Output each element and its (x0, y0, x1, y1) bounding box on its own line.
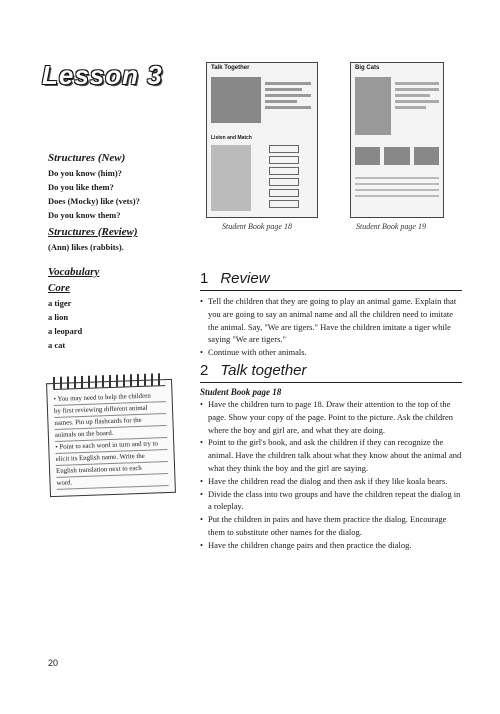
review-bullet: • Tell the children that they are going to play an animal game. Explain that you are going to say an animal name and all the children need to imitate the animal. Say, "We are tigers." Have the children imitate a tiger while saying "We are tigers." (200, 295, 462, 346)
caption-page-18: Student Book page 18 (222, 222, 292, 231)
talk-bullet: • Put the children in pairs and have them practice the dialog. Encourage them to substitute other names for the dialog. (200, 513, 462, 539)
note-line: names. Pin up flashcards for the (54, 414, 166, 430)
vocabulary-item: a lion (48, 312, 69, 322)
talk-bullet: • Divide the class into two groups and have the children repeat the dialog in a roleplay. (200, 488, 462, 514)
talk-bullet: • Have the children turn to page 18. Draw their attention to the top of the page. Show your copy of the page. Point to the picture. Ask the children where the boy and girl are, and what they are doing. (200, 398, 462, 436)
student-book-page-18-thumbnail (206, 62, 318, 218)
talk-bullet: • Have the children read the dialog and then ask if they like koala bears. (200, 475, 462, 488)
lesson-title: Lesson 3 (42, 60, 163, 90)
vocabulary-item: a tiger (48, 298, 72, 308)
word-boxes (269, 145, 299, 211)
structures-new-list (48, 166, 140, 222)
section-number: 1 (200, 270, 209, 287)
notebook-spiral (53, 373, 165, 390)
talk-together-section (200, 362, 462, 552)
section-number: 2 (200, 362, 209, 379)
page-number: 20 (48, 658, 59, 668)
illustration (355, 77, 391, 135)
vocabulary-heading: Vocabulary (48, 266, 100, 278)
vocabulary-list (48, 296, 82, 352)
teacher-tip-note (46, 379, 176, 497)
thumbnail-heading: Big Cats (355, 65, 380, 71)
talk-bullet: • Point to the girl's book, and ask the children if they can recognize the animal. Have the children talk about what they know about the animal and what they think the boy and the girl are saying. (200, 436, 462, 474)
section-divider (200, 382, 462, 383)
note-line: elicit its English name. Write the (56, 450, 168, 466)
thumbnail-subheading: Listen and Match (211, 135, 252, 141)
vocabulary-core-subheading: Core (48, 282, 70, 294)
thumbnail-heading: Talk Together (211, 65, 250, 71)
illustration (211, 77, 261, 123)
structure-line: (Ann) likes (rabbits). (48, 242, 124, 252)
note-line: animals on the board. (55, 426, 167, 442)
structures-new-heading: Structures (New) (48, 152, 126, 164)
structure-line: Do you know (him)? (48, 168, 122, 178)
dialog-lines (265, 79, 311, 119)
structure-line: Does (Mocky) like (vets)? (48, 196, 140, 206)
section-divider (200, 290, 462, 291)
animal-pictures (211, 145, 251, 211)
student-book-page-19-thumbnail (350, 62, 444, 218)
section-title: Review (220, 270, 270, 287)
structure-line: Do you know them? (48, 210, 121, 220)
section-title: Talk together (220, 362, 307, 379)
note-line: English translation next to each (56, 462, 168, 478)
student-book-reference: Student Book page 18 (200, 387, 282, 397)
note-line: word. (56, 474, 168, 490)
exercise-lines (355, 173, 439, 201)
structures-review-list (48, 240, 124, 254)
structures-review-heading: Structures (Review) (48, 226, 138, 238)
vocabulary-item: a leopard (48, 326, 83, 336)
note-line: • You may need to help the children (53, 390, 165, 406)
caption-page-19: Student Book page 19 (356, 222, 426, 231)
vocabulary-item: a cat (48, 340, 66, 350)
review-bullet: • Continue with other animals. (200, 346, 462, 359)
review-section (200, 270, 462, 359)
animal-pictures (355, 147, 439, 165)
note-line: by first reviewing different animal (54, 402, 166, 418)
talk-bullet: • Have the children change pairs and then practice the dialog. (200, 539, 462, 552)
note-line: • Point to each word in turn and try to (55, 438, 167, 454)
text-lines (395, 79, 439, 112)
structure-line: Do you like them? (48, 182, 114, 192)
